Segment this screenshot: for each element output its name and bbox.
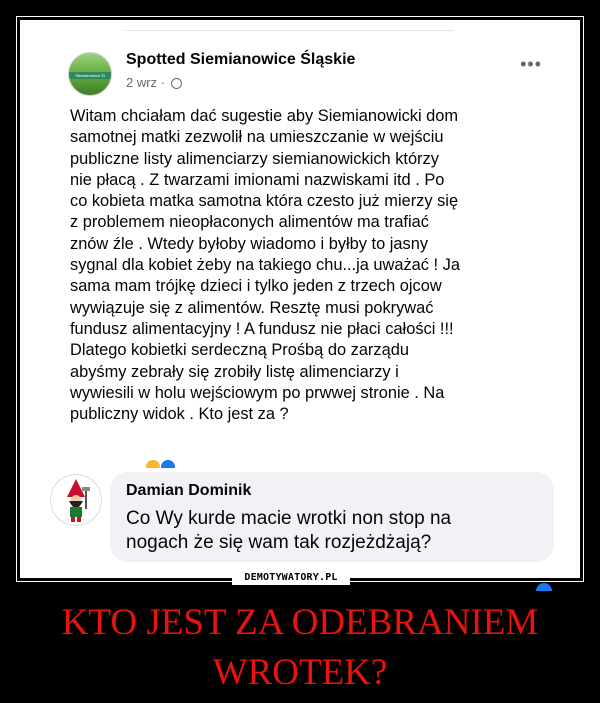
- more-options-icon[interactable]: •••: [520, 54, 542, 74]
- post-meta: [126, 75, 182, 90]
- comment-reaction-icons[interactable]: [534, 583, 574, 591]
- comment: [50, 470, 575, 580]
- comment-text: Co Wy kurde macie wrotki non stop na nogach że się wam tak rozjeżdżają?: [126, 508, 452, 553]
- divider: [124, 30, 454, 31]
- globe-icon: [171, 78, 182, 89]
- like-reaction-icon: [536, 583, 552, 591]
- reaction-icons[interactable]: [146, 460, 576, 468]
- comment-bubble: [110, 472, 554, 562]
- post-body: Witam chciałam dać sugestie aby Siemianowicki dom samotnej matki zezwolił na umieszczanie w wejściu publiczne listy alimenciarzy siemianowickich którzy nie płacą . Z twarzami imionami nazwiskami itd . Po co kobieta matka samotna która czesto już mierzy się z problemem nieopłaconych alimentów ma trafiać znów źle . Wtedy byłoby wiadomo i byłby to jasny sygnal dla kobiet żeby na takiego chu...ja uważać ! Ja sama mam trójkę dzieci i tylko jeden z trzech ojcow wywiązuje się z alimentów. Resztę musi pokrywać fundusz alimentacyjny ! A fundusz nie płaci całości !!! Dlatego kobietki serdeczną Prośbą do zarządu abyśmy zebrały się zrobiły listę alimenciarzy i wywiesili w holu wejściowym po prwwej stronie . Na publiczny widok . Kto jest za ?: [70, 107, 460, 424]
- commenter-name[interactable]: Damian Dominik: [126, 482, 252, 499]
- demotivator-frame: [20, 20, 580, 578]
- caption: KTO JEST ZA ODEBRANIEM WROTEK?: [61, 602, 539, 693]
- gnome-avatar-image: [51, 475, 101, 525]
- like-reaction-icon: [161, 460, 175, 468]
- page-avatar-label: Siemianowice Śl: [69, 72, 111, 79]
- post-header: [64, 48, 542, 98]
- page-name[interactable]: Spotted Siemianowice Śląskie: [126, 51, 356, 68]
- post-timestamp[interactable]: 2 wrz ·: [126, 75, 165, 90]
- commenter-avatar[interactable]: [50, 474, 102, 526]
- watermark: DEMOTYWATORY.PL: [232, 571, 350, 585]
- haha-reaction-icon: [146, 460, 160, 468]
- page-avatar[interactable]: [68, 52, 112, 96]
